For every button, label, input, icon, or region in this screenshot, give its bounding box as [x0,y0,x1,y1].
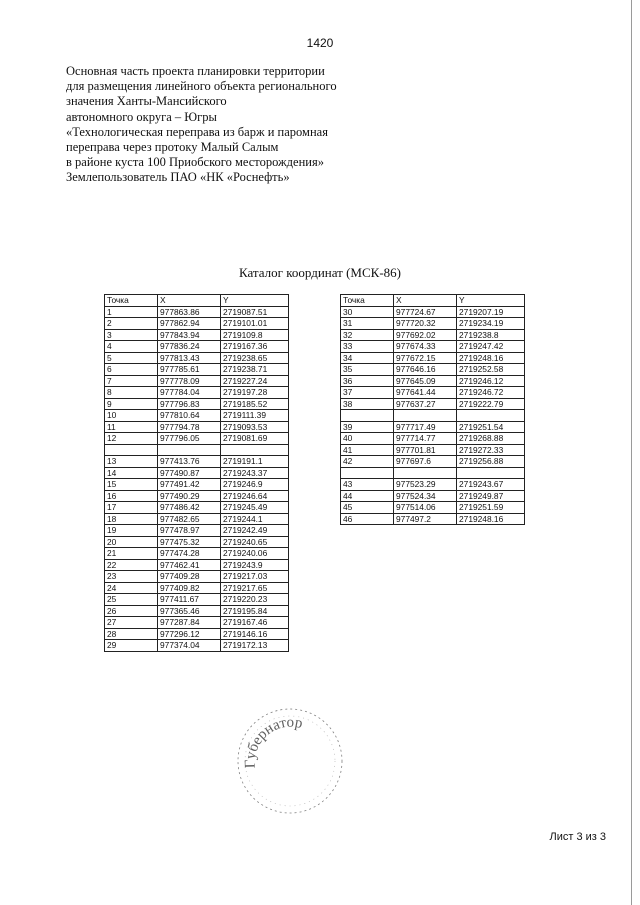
catalog-title: Каталог координат (МСК-86) [239,265,401,280]
table-row [105,548,289,560]
svg-text:Губернатор [243,715,304,769]
cell-y: 2719234.19 [457,318,525,330]
cell-point: 1 [105,306,158,318]
cell-y: 2719191.1 [221,456,289,468]
cell-y: 2719268.88 [457,433,525,445]
cell-point: 16 [105,490,158,502]
cell-x: 977672.15 [394,352,457,364]
cell-point: 28 [105,628,158,640]
cell-point: 6 [105,364,158,376]
table-row [105,513,289,525]
table-row [105,364,289,376]
cell-y [457,410,525,422]
cell-x: 977796.05 [158,433,221,445]
cell-x: 977413.76 [158,456,221,468]
header-line: «Технологическая переправа из барж и паромная [66,124,328,139]
cell-x: 977714.77 [394,433,457,445]
cell-y: 2719207.19 [457,306,525,318]
table-row [105,352,289,364]
cell-x: 977474.28 [158,548,221,560]
table-row [105,398,289,410]
cell-point: 22 [105,559,158,571]
cell-point: 33 [341,341,394,353]
cell-point: 18 [105,513,158,525]
cell-point: 30 [341,306,394,318]
table-row [105,490,289,502]
table-row [105,582,289,594]
page-number: 1420 [306,36,334,50]
cell-x: 977843.94 [158,329,221,341]
header-line: для размещения линейного объекта регионального [66,79,337,94]
official-seal-stamp [235,706,345,816]
cell-point: 3 [105,329,158,341]
cell-point: 36 [341,375,394,387]
cell-y: 2719249.87 [457,490,525,502]
column-header-y: Y [457,295,525,307]
cell-point: 17 [105,502,158,514]
table-row [105,456,289,468]
cell-point: 42 [341,456,394,468]
cell-x: 977374.04 [158,640,221,652]
cell-point: 45 [341,502,394,514]
table-row [105,594,289,606]
table-row [341,490,525,502]
cell-x: 977785.61 [158,364,221,376]
table-row [341,502,525,514]
table-row [105,479,289,491]
cell-point: 32 [341,329,394,341]
cell-x: 977497.2 [394,513,457,525]
cell-point: 35 [341,364,394,376]
table-header-row [341,295,525,307]
cell-x: 977296.12 [158,628,221,640]
cell-x: 977697.6 [394,456,457,468]
table-row [105,571,289,583]
cell-x: 977796.83 [158,398,221,410]
cell-y: 2719093.53 [221,421,289,433]
table-row [341,456,525,468]
cell-y: 2719244.1 [221,513,289,525]
cell-y: 2719248.16 [457,352,525,364]
cell-point: 24 [105,582,158,594]
table-row [105,467,289,479]
table-row [105,640,289,652]
cell-y: 2719109.8 [221,329,289,341]
header-line: Основная часть проекта планировки территории [66,64,325,78]
cell-point: 40 [341,433,394,445]
cell-x: 977724.67 [394,306,457,318]
cell-point: 25 [105,594,158,606]
cell-y: 2719146.16 [221,628,289,640]
cell-y: 2719227.24 [221,375,289,387]
table-row [341,387,525,399]
cell-point: 37 [341,387,394,399]
cell-point: 39 [341,421,394,433]
header-line: в районе куста 100 Приобского месторождения» [66,155,324,170]
cell-x: 977813.43 [158,352,221,364]
cell-point [341,410,394,422]
cell-y: 2719251.59 [457,502,525,514]
cell-y [457,467,525,479]
table-row [105,605,289,617]
cell-point: 4 [105,341,158,353]
cell-y: 2719167.46 [221,617,289,629]
table-row [341,352,525,364]
cell-y: 2719248.16 [457,513,525,525]
table-row [105,387,289,399]
cell-y: 2719238.8 [457,329,525,341]
cell-x: 977482.65 [158,513,221,525]
cell-y: 2719195.84 [221,605,289,617]
cell-x: 977646.16 [394,364,457,376]
cell-x: 977462.41 [158,559,221,571]
cell-point: 34 [341,352,394,364]
cell-y: 2719246.9 [221,479,289,491]
table-row [105,433,289,445]
table-row [341,421,525,433]
cell-y: 2719197.28 [221,387,289,399]
table-row [105,559,289,571]
cell-x: 977478.97 [158,525,221,537]
header-line: переправа через протоку Малый Салым [66,140,279,155]
cell-x: 977784.04 [158,387,221,399]
table-row [341,306,525,318]
cell-y: 2719243.67 [457,479,525,491]
cell-y: 2719243.37 [221,467,289,479]
cell-point: 38 [341,398,394,410]
cell-y: 2719247.42 [457,341,525,353]
cell-x: 977514.06 [394,502,457,514]
cell-point [341,467,394,479]
cell-x: 977810.64 [158,410,221,422]
cell-x: 977490.87 [158,467,221,479]
table-row [341,467,525,479]
table-row [341,341,525,353]
table-row [105,318,289,330]
cell-point: 26 [105,605,158,617]
cell-y: 2719251.54 [457,421,525,433]
table-row [105,628,289,640]
table-row [341,410,525,422]
cell-point: 46 [341,513,394,525]
column-header-point: Точка [105,295,158,307]
cell-x: 977674.33 [394,341,457,353]
table-row [341,398,525,410]
table-row [341,318,525,330]
cell-x: 977491.42 [158,479,221,491]
cell-point: 19 [105,525,158,537]
cell-point: 13 [105,456,158,468]
column-header-x: X [394,295,457,307]
cell-point: 15 [105,479,158,491]
cell-x [394,410,457,422]
cell-point: 8 [105,387,158,399]
cell-point [105,444,158,456]
cell-y: 2719240.65 [221,536,289,548]
cell-point: 12 [105,433,158,445]
cell-y: 2719101.01 [221,318,289,330]
cell-y: 2719217.03 [221,571,289,583]
cell-x: 977411.67 [158,594,221,606]
table-row [341,479,525,491]
cell-x: 977862.94 [158,318,221,330]
column-header-y: Y [221,295,289,307]
cell-x: 977409.82 [158,582,221,594]
cell-x: 977701.81 [394,444,457,456]
cell-x: 977287.84 [158,617,221,629]
table-row [341,513,525,525]
cell-x [158,444,221,456]
document-header [66,64,396,186]
cell-point: 23 [105,571,158,583]
cell-point: 29 [105,640,158,652]
cell-y: 2719245.49 [221,502,289,514]
cell-y: 2719242.49 [221,525,289,537]
table-row [105,525,289,537]
cell-point: 21 [105,548,158,560]
table-row [105,375,289,387]
cell-y: 2719222.79 [457,398,525,410]
table-row [105,341,289,353]
cell-point: 9 [105,398,158,410]
header-line: значения Ханты-Мансийского [66,94,227,109]
cell-x: 977490.29 [158,490,221,502]
cell-x: 977486.42 [158,502,221,514]
header-line: Землепользователь ПАО «НК «Роснефть» [66,170,290,185]
cell-y [221,444,289,456]
cell-point: 5 [105,352,158,364]
table-row [105,536,289,548]
cell-x: 977794.78 [158,421,221,433]
table-row [105,410,289,422]
cell-point: 43 [341,479,394,491]
table-row [105,306,289,318]
cell-point: 27 [105,617,158,629]
table-row [341,364,525,376]
cell-y: 2719256.88 [457,456,525,468]
cell-point: 7 [105,375,158,387]
table-row [105,617,289,629]
cell-x [394,467,457,479]
stamp-text: Губернатор [242,714,304,769]
cell-point: 10 [105,410,158,422]
cell-x: 977641.44 [394,387,457,399]
column-header-point: Точка [341,295,394,307]
cell-y: 2719246.64 [221,490,289,502]
cell-y: 2719272.33 [457,444,525,456]
cell-y: 2719243.9 [221,559,289,571]
cell-point: 14 [105,467,158,479]
cell-y: 2719246.72 [457,387,525,399]
table-row [341,444,525,456]
cell-x: 977475.32 [158,536,221,548]
table-row [105,502,289,514]
coordinates-table-right [340,294,525,525]
cell-x: 977523.29 [394,479,457,491]
cell-y: 2719167.36 [221,341,289,353]
cell-y: 2719252.58 [457,364,525,376]
cell-y: 2719172.13 [221,640,289,652]
cell-y: 2719240.06 [221,548,289,560]
header-line: автономного округа – Югры [66,109,217,124]
cell-y: 2719220.23 [221,594,289,606]
cell-x: 977365.46 [158,605,221,617]
cell-y: 2719111.39 [221,410,289,422]
cell-y: 2719087.51 [221,306,289,318]
cell-point: 31 [341,318,394,330]
table-row [341,375,525,387]
cell-x: 977778.09 [158,375,221,387]
scan-edge-line [631,0,632,905]
cell-y: 2719081.69 [221,433,289,445]
column-header-x: X [158,295,221,307]
cell-x: 977720.32 [394,318,457,330]
cell-point: 2 [105,318,158,330]
coordinates-table-left [104,294,289,652]
cell-x: 977524.34 [394,490,457,502]
cell-point: 11 [105,421,158,433]
cell-point: 44 [341,490,394,502]
cell-y: 2719238.71 [221,364,289,376]
cell-point: 41 [341,444,394,456]
cell-x: 977863.86 [158,306,221,318]
table-row [105,444,289,456]
table-row [105,421,289,433]
cell-point: 20 [105,536,158,548]
table-row [105,329,289,341]
cell-x: 977409.28 [158,571,221,583]
cell-x: 977637.27 [394,398,457,410]
cell-y: 2719217.65 [221,582,289,594]
cell-x: 977836.24 [158,341,221,353]
cell-x: 977717.49 [394,421,457,433]
table-row [341,433,525,445]
table-row [341,329,525,341]
cell-y: 2719185.52 [221,398,289,410]
cell-y: 2719238.65 [221,352,289,364]
cell-x: 977692.02 [394,329,457,341]
cell-y: 2719246.12 [457,375,525,387]
cell-x: 977645.09 [394,375,457,387]
sheet-number: Лист 3 из 3 [549,831,606,843]
table-header-row [105,295,289,307]
